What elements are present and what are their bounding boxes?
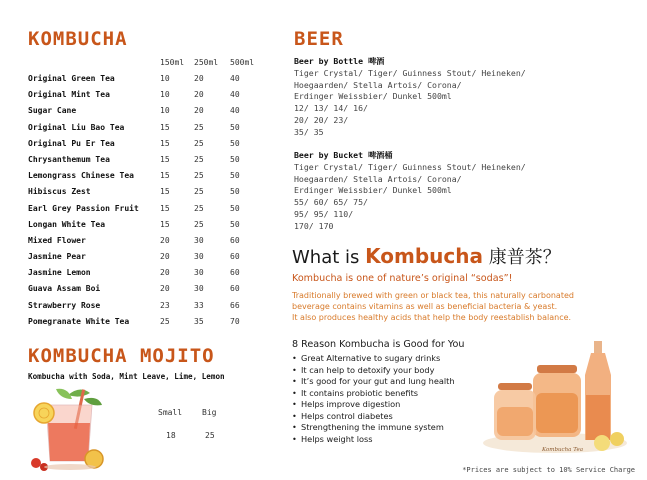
- beer-bucket-line: Hoegaarden/ Stella Artois/ Corona/: [294, 173, 462, 184]
- kombucha-price-500ml: 50: [230, 138, 240, 148]
- kombucha-price-150ml: 20: [160, 235, 170, 245]
- mojito-big-label: Big: [202, 408, 217, 417]
- kombucha-price-250ml: 35: [194, 316, 204, 326]
- reason-item: • Helps control diabetes: [292, 411, 455, 423]
- kombucha-item-name: Original Mint Tea: [28, 90, 110, 100]
- kombucha-price-250ml: 25: [194, 154, 204, 164]
- kombucha-price-150ml: 20: [160, 268, 170, 278]
- kombucha-row: [28, 220, 278, 236]
- beer-bucket-line: Tiger Crystal/ Tiger/ Guinness Stout/ Heineken/: [294, 161, 526, 172]
- kombucha-price-250ml: 30: [194, 268, 204, 278]
- kombucha-row: [28, 106, 278, 122]
- kombucha-price-250ml: 25: [194, 138, 204, 148]
- kombucha-item-name: Earl Grey Passion Fruit: [28, 203, 139, 213]
- kombucha-price-150ml: 10: [160, 90, 170, 100]
- beer-bucket-price: 95/ 95/ 110/: [294, 208, 354, 219]
- mojito-prices: [150, 408, 240, 444]
- kombucha-price-list: [28, 74, 278, 333]
- kombucha-price-250ml: 20: [194, 74, 204, 83]
- kombucha-price-250ml: 25: [194, 122, 204, 132]
- reason-item: • Strengthening the immune system: [292, 422, 455, 434]
- size-header-row: [0, 58, 300, 70]
- kombucha-row: [28, 284, 278, 300]
- kombucha-price-150ml: 10: [160, 106, 170, 116]
- kombucha-price-500ml: 50: [230, 122, 240, 132]
- kombucha-price-150ml: 15: [160, 138, 170, 148]
- kombucha-row: [28, 90, 278, 106]
- kombucha-price-250ml: 25: [194, 203, 204, 213]
- kombucha-price-500ml: 50: [230, 219, 240, 229]
- kombucha-row: [28, 252, 278, 268]
- kombucha-row: [28, 301, 278, 317]
- description-line: Traditionally brewed with green or black tea, this naturally carbonated: [292, 291, 574, 300]
- mojito-description: Kombucha with Soda, Mint Leave, Lime, Lemon: [28, 372, 225, 381]
- beer-bucket-heading: Beer by Bucket 啤酒桶: [294, 150, 393, 160]
- kombucha-jars-illustration: [480, 335, 630, 455]
- what-highlight: Kombucha: [365, 244, 483, 268]
- beer-bucket-price: 170/ 170: [294, 220, 334, 231]
- kombucha-price-500ml: 60: [230, 268, 240, 278]
- kombucha-item-name: Jasmine Pear: [28, 252, 86, 262]
- mojito-small-price: 18: [166, 431, 176, 440]
- kombucha-row: [28, 204, 278, 220]
- kombucha-price-150ml: 15: [160, 122, 170, 132]
- kombucha-intro: Kombucha is one of nature’s original “sodas”!: [292, 273, 513, 284]
- kombucha-price-500ml: 70: [230, 316, 240, 326]
- what-prefix: What is: [292, 247, 366, 268]
- kombucha-item-name: Original Green Tea: [28, 74, 115, 83]
- beer-bottle-line: Erdinger Weissbier/ Dunkel 500ml: [294, 91, 452, 102]
- mojito-glass-illustration: [28, 385, 114, 473]
- beer-bottle-price: 12/ 13/ 14/ 16/: [294, 103, 368, 114]
- kombucha-price-250ml: 20: [194, 90, 204, 100]
- beer-bottle-heading: Beer by Bottle 啤酒: [294, 56, 385, 66]
- kombucha-item-name: Jasmine Lemon: [28, 268, 91, 278]
- kombucha-price-500ml: 40: [230, 106, 240, 116]
- kombucha-row: [28, 123, 278, 139]
- kombucha-price-150ml: 23: [160, 300, 170, 310]
- kombucha-price-500ml: 50: [230, 154, 240, 164]
- kombucha-item-name: Lemongrass Chinese Tea: [28, 171, 134, 181]
- beer-bucket-price: 55/ 60/ 65/ 75/: [294, 197, 368, 208]
- kombucha-row: [28, 139, 278, 155]
- kombucha-price-500ml: 60: [230, 252, 240, 262]
- kombucha-price-250ml: 30: [194, 284, 204, 294]
- beer-bucket-line: Erdinger Weissbier/ Dunkel 500ml: [294, 185, 452, 196]
- beer-heading: BEER: [294, 28, 344, 50]
- size-500ml: 500ml: [230, 58, 255, 67]
- kombucha-price-150ml: 15: [160, 171, 170, 181]
- reason-item: • Great Alternative to sugary drinks: [292, 353, 455, 365]
- what-suffix: 康普茶？: [483, 247, 561, 268]
- beer-bottle-line: Hoegaarden/ Stella Artois/ Corona/: [294, 79, 462, 90]
- kombucha-item-name: Original Liu Bao Tea: [28, 122, 125, 132]
- kombucha-price-500ml: 66: [230, 300, 240, 310]
- reason-item: • Helps improve digestion: [292, 399, 455, 411]
- kombucha-row: [28, 187, 278, 203]
- kombucha-price-150ml: 15: [160, 203, 170, 213]
- kombucha-price-150ml: 10: [160, 74, 170, 83]
- kombucha-item-name: Longan White Tea: [28, 219, 106, 229]
- kombucha-price-150ml: 15: [160, 187, 170, 197]
- kombucha-item-name: Strawberry Rose: [28, 300, 101, 310]
- kombucha-heading: KOMBUCHA: [28, 28, 128, 50]
- kombucha-price-150ml: 25: [160, 316, 170, 326]
- kombucha-item-name: Chrysanthemum Tea: [28, 154, 110, 164]
- kombucha-price-250ml: 25: [194, 171, 204, 181]
- kombucha-price-150ml: 15: [160, 154, 170, 164]
- reason-item: • It’s good for your gut and lung health: [292, 376, 455, 388]
- kombucha-price-250ml: 20: [194, 106, 204, 116]
- reason-item: • It can help to detoxify your body: [292, 365, 455, 377]
- beer-bottle-price: 20/ 20/ 23/: [294, 114, 349, 125]
- reason-item: • It contains probiotic benefits: [292, 388, 455, 400]
- size-150ml: 150ml: [160, 58, 185, 67]
- kombucha-item-name: Guava Assam Boi: [28, 284, 101, 294]
- kombucha-row: [28, 268, 278, 284]
- kombucha-price-500ml: 40: [230, 90, 240, 100]
- kombucha-price-150ml: 20: [160, 284, 170, 294]
- kombucha-row: [28, 317, 278, 333]
- jar-label: Kombucha Tea: [542, 447, 583, 453]
- kombucha-row: [28, 155, 278, 171]
- kombucha-price-500ml: 60: [230, 235, 240, 245]
- kombucha-price-250ml: 33: [194, 300, 204, 310]
- kombucha-price-500ml: 50: [230, 171, 240, 181]
- kombucha-price-250ml: 25: [194, 219, 204, 229]
- mojito-heading: KOMBUCHA MOJITO: [28, 345, 215, 367]
- beer-bottle-price: 35/ 35: [294, 126, 324, 137]
- kombucha-price-150ml: 15: [160, 219, 170, 229]
- kombucha-item-name: Hibiscus Zest: [28, 187, 91, 197]
- description-line: beverage contains vitamins as well as beneficial bacteria & yeast.: [292, 302, 558, 312]
- size-250ml: 250ml: [194, 58, 219, 67]
- reason-item: • Helps weight loss: [292, 434, 455, 446]
- beer-by-bucket: [294, 150, 526, 233]
- kombucha-item-name: Sugar Cane: [28, 106, 77, 116]
- kombucha-item-name: Pomegranate White Tea: [28, 316, 130, 326]
- kombucha-price-500ml: 60: [230, 284, 240, 294]
- reasons-heading: 8 Reason Kombucha is Good for You: [292, 339, 465, 350]
- beer-by-bottle: [294, 56, 526, 139]
- mojito-big-price: 25: [205, 431, 215, 440]
- kombucha-item-name: Original Pu Er Tea: [28, 138, 115, 148]
- kombucha-price-250ml: 25: [194, 187, 204, 197]
- kombucha-price-500ml: 50: [230, 203, 240, 213]
- kombucha-price-250ml: 30: [194, 252, 204, 262]
- kombucha-price-250ml: 30: [194, 235, 204, 245]
- kombucha-row: [28, 74, 278, 90]
- kombucha-price-500ml: 50: [230, 187, 240, 197]
- kombucha-price-150ml: 20: [160, 252, 170, 262]
- kombucha-row: [28, 236, 278, 252]
- kombucha-row: [28, 171, 278, 187]
- reasons-list: [292, 353, 455, 445]
- service-charge-note: *Prices are subject to 10% Service Charge: [462, 466, 635, 474]
- what-is-kombucha-heading: [292, 243, 561, 269]
- description-line: It also produces healthy acids that help the body reestablish balance.: [292, 313, 572, 323]
- beer-bottle-line: Tiger Crystal/ Tiger/ Guinness Stout/ Heineken/: [294, 67, 526, 78]
- mojito-small-label: Small: [158, 408, 183, 417]
- kombucha-price-500ml: 40: [230, 74, 240, 83]
- kombucha-item-name: Mixed Flower: [28, 235, 86, 245]
- kombucha-description: [292, 290, 592, 324]
